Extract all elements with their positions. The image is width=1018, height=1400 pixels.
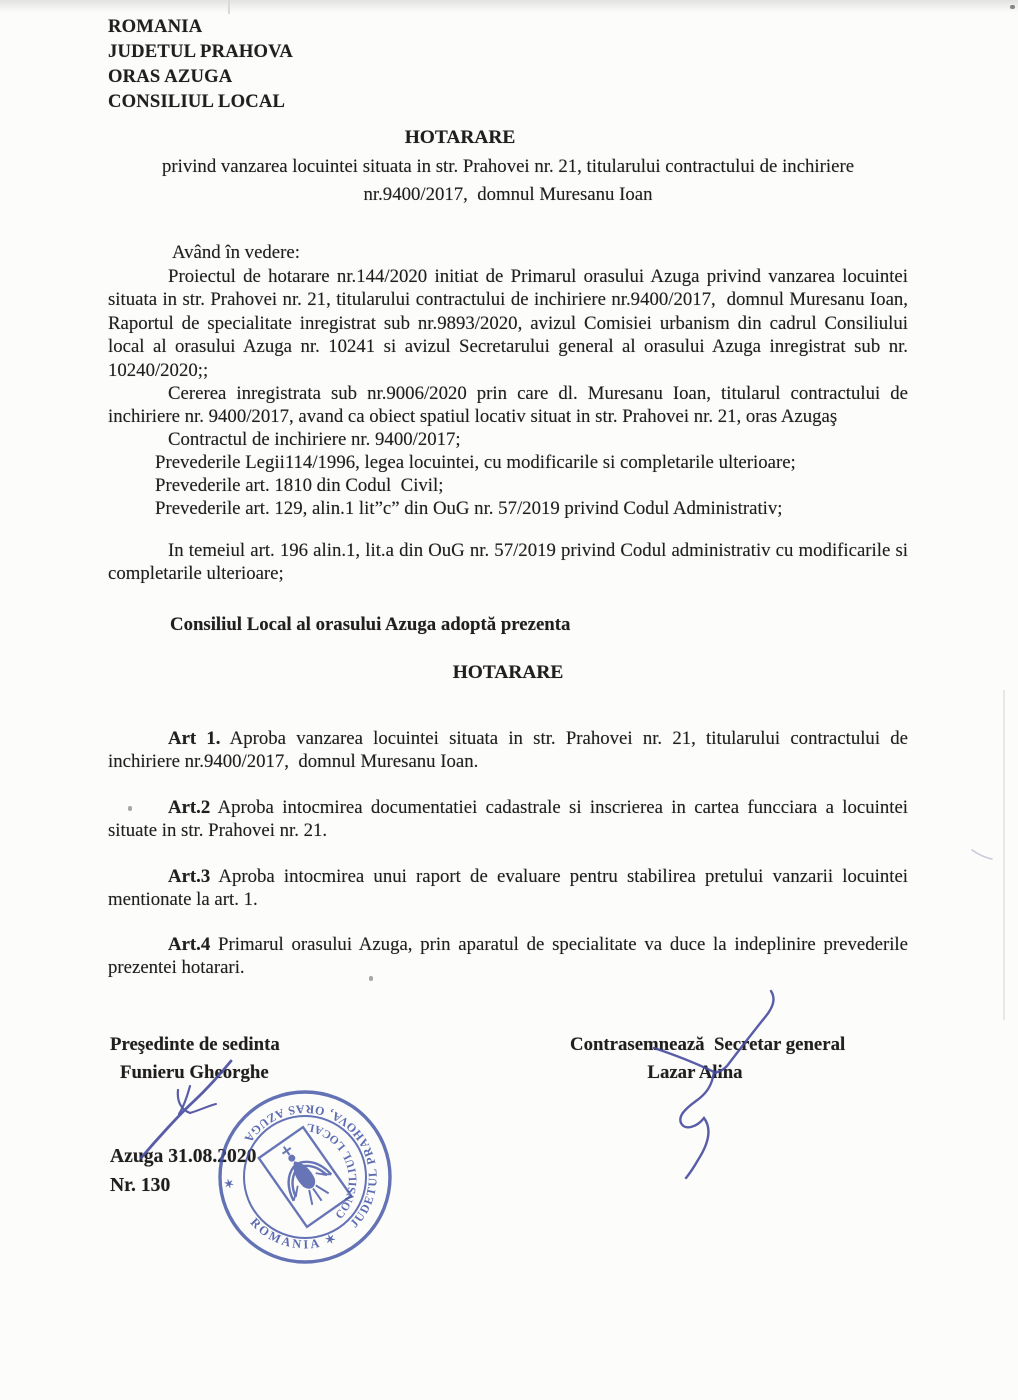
preamble-provisions — [108, 451, 955, 520]
article-1-label: Art 1. — [168, 728, 221, 749]
president-name: Funieru Gheorghe — [120, 1061, 269, 1083]
article-1-text: Aproba vanzarea locuintei situata in str. Prahovei nr. 21, titularului contractului de inchiriere nr.9400/2017, domnul Muresanu Ioan. — [108, 728, 908, 773]
document-number: Nr. 130 — [110, 1174, 171, 1196]
article-1 — [108, 727, 908, 774]
article-3-label: Art.3 — [168, 866, 211, 887]
preamble-intro: Având în vedere: — [172, 242, 300, 263]
subtitle-line-2: nr.9400/2017, domnul Muresanu Ioan — [363, 183, 653, 205]
article-3-text: Aproba intocmirea unui raport de evaluare pentru stabilirea pretului vanzarii locuintei mentionate la art. 1. — [108, 866, 908, 911]
article-4 — [108, 933, 908, 980]
scan-artifact-line — [228, 0, 230, 14]
place-and-date: Azuga 31.08.2020 — [110, 1146, 257, 1167]
issuer-town: ORAS AZUGA — [108, 66, 233, 87]
issuer-header — [108, 14, 908, 114]
enactment-line: Consiliul Local al orasului Azuga adoptă prezenta — [170, 614, 571, 635]
issuer-county: JUDETUL PRAHOVA — [108, 41, 294, 62]
provision-law-114: Prevederile Legii114/1996, legea locuintei, cu modificarile si completarile ulterioare; — [155, 452, 796, 473]
article-4-text: Primarul orasului Azuga, prin aparatul de specialitate va duce la indeplinire prevederile prezentei hotarari. — [108, 934, 908, 979]
article-2-label: Art.2 — [168, 797, 211, 818]
legal-basis-paragraph: In temeiul art. 196 alin.1, lit.a din OuG nr. 57/2019 privind Codul administrativ cu modificarile si completarile ulterioare; — [108, 540, 908, 585]
signature-block-secretary — [570, 1031, 880, 1086]
article-2 — [108, 796, 908, 843]
stamp-ring-text-inner: CONSILIUL LOCAL — [304, 1120, 360, 1222]
stamp-star-left: ✶ — [221, 1177, 238, 1191]
document-footer — [110, 1143, 410, 1200]
issuer-council: CONSILIUL LOCAL — [108, 91, 286, 112]
signature-block-president — [110, 1031, 440, 1086]
document-title-text: HOTARARE — [404, 127, 516, 148]
article-4-label: Art.4 — [168, 934, 211, 955]
enactment-heading: HOTARARE — [452, 662, 564, 683]
scan-ink-mark — [972, 850, 992, 859]
issuer-country: ROMANIA — [108, 16, 203, 37]
scan-edge-line — [1003, 690, 1005, 1020]
provision-admin-code: Prevederile art. 129, alin.1 lit”c” din OuG nr. 57/2019 privind Codul Administrativ; — [155, 498, 783, 520]
article-3 — [108, 865, 908, 912]
document-subtitle — [108, 153, 908, 208]
document-title — [108, 126, 908, 149]
scan-artifact-speck — [1010, 5, 1015, 9]
stamp-ring-text-bottom: ROMANIA ✶ — [247, 1215, 341, 1252]
preamble-paragraph-2: Cererea inregistrata sub nr.9006/2020 prin care dl. Muresanu Ioan, titularul contractului de inchiriere nr. 9400/2017, avand ca obiect spatiul locativ situat in str. Prahovei nr. 21, oras Azugaş — [108, 383, 908, 428]
article-2-text: Aproba intocmirea documentatiei cadastrale si inscrierea in cartea funcciara a locuintei situate in str. Prahovei nr. 21. — [108, 797, 908, 842]
stamp-ring-text-outer: JUDETUL PRAHOVA, ORAS AZUGA — [240, 1102, 380, 1231]
secretary-name: Lazar Alina — [647, 1061, 743, 1083]
provision-civil-code: Prevederile art. 1810 din Codul Civil; — [155, 475, 444, 497]
preamble-paragraph-1: Proiectul de hotarare nr.144/2020 initiat de Primarul orasului Azuga privind vanzarea locuintei situata in str. Prahovei nr. 21, titularului contractului de inchiriere nr.9400/2017, domnul Muresanu Ioan, Raportul de specialitate inregistrat sub nr.9893/2020, avizul Comisiei urbanism din cadrul Consiliului local al orasului Azuga nr. 10241 si avizul Secretarului general al orasului Azuga inregistrat sub nr. 10240/2020;; — [108, 266, 908, 381]
svg-text:ROMANIA ✶ — [248, 1215, 341, 1251]
president-role: Preşedinte de sedinta — [110, 1034, 280, 1055]
scan-edge-shadow — [0, 0, 1018, 12]
secretary-role: Contrasemnează Secretar general — [570, 1034, 846, 1055]
subtitle-line-1: privind vanzarea locuintei situata in str. Prahovei nr. 21, titularului contractului de inchiriere — [161, 156, 855, 177]
preamble-contract-line: Contractul de inchiriere nr. 9400/2017; — [168, 429, 461, 450]
